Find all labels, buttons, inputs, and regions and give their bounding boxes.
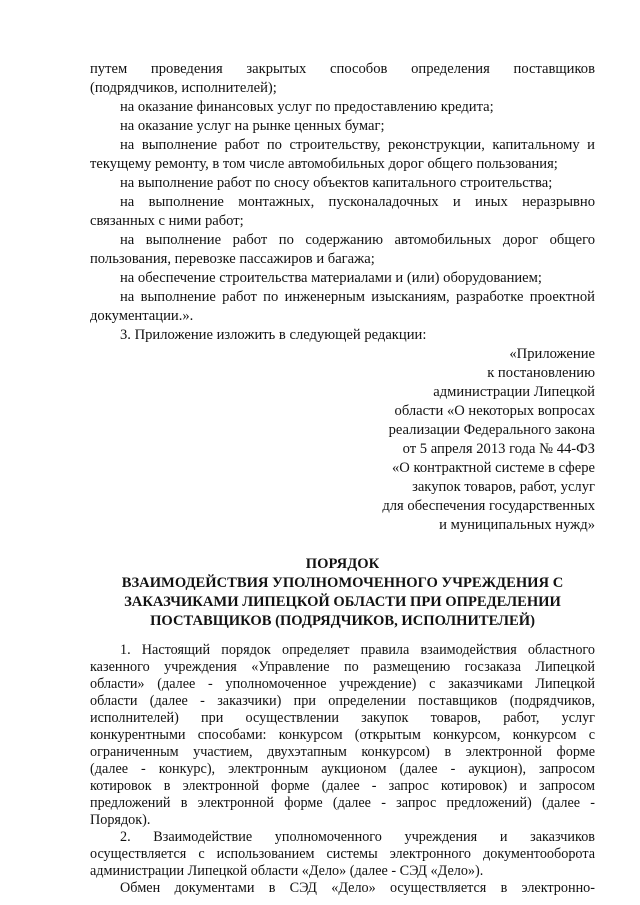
appendix-line: от 5 апреля 2013 года № 44-ФЗ [402,441,595,457]
body-line: 2. Взаимодействие уполномоченного учреждения и заказчиков [120,829,595,845]
text-line: на выполнение монтажных, пусконаладочных и иных неразрывно [120,194,595,210]
appendix-line: и муниципальных нужд» [439,517,595,533]
appendix-line: закупок товаров, работ, услуг [412,479,595,495]
appendix-line: «Приложение [509,346,595,362]
text-line: текущему ремонту, в том числе автомобильных дорог общего пользования; [90,156,558,172]
document-title: ПОСТАВЩИКОВ (ПОДРЯДЧИКОВ, ИСПОЛНИТЕЛЕЙ) [150,613,535,629]
text-line: на выполнение работ по инженерным изысканиям, разработке проектной [120,289,595,305]
body-line: области» (далее - уполномоченное учреждение) с заказчиками Липецкой [90,676,595,692]
body-line: Порядок). [90,812,151,828]
body-line: конкурентными способами: конкурсом (открытым конкурсом, конкурсом с [90,727,595,743]
document-title: ВЗАИМОДЕЙСТВИЯ УПОЛНОМОЧЕННОГО УЧРЕЖДЕНИЯ С [121,575,564,591]
body-line: 1. Настоящий порядок определяет правила взаимодействия областного [120,642,595,658]
appendix-line: реализации Федерального закона [388,422,595,438]
appendix-line: для обеспечения государственных [382,498,595,514]
appendix-line: к постановлению [487,365,595,381]
body-line: области (далее - заказчики) при определении поставщиков (подрядчиков, [90,693,595,709]
text-line: на обеспечение строительства материалами и (или) оборудованием; [120,270,542,286]
body-line: осуществляется с использованием системы электронного документооборота [90,846,595,862]
body-line: ограниченным участием, двухэтапным конкурсом) в электронной форме [90,744,595,760]
appendix-line: области «О некоторых вопросах [394,403,595,419]
body-line: администрации Липецкой области «Дело» (далее - СЭД «Дело»). [90,863,484,879]
body-line: предложений в электронной форме (далее - запрос предложений) (далее - [90,795,595,811]
text-line: на оказание услуг на рынке ценных бумаг; [120,118,385,134]
text-line: (подрядчиков, исполнителей); [90,80,277,96]
body-line: котировок в электронной форме (далее - запрос котировок) и запросом [90,778,595,794]
body-line: казенного учреждения «Управление по размещению госзаказа Липецкой [90,659,595,675]
document-title: ПОРЯДОК [305,556,380,572]
body-line: (далее - конкурс), электронным аукционом (далее - аукцион), запросом [90,761,595,777]
text-line: связанных с ними работ; [90,213,244,229]
text-line: на выполнение работ по содержанию автомобильных дорог общего [120,232,595,248]
text-line: документации.». [90,308,194,324]
appendix-line: «О контрактной системе в сфере [392,460,595,476]
text-line: 3. Приложение изложить в следующей редакции: [120,327,427,343]
text-line: на выполнение работ по сносу объектов капитального строительства; [120,175,553,191]
text-line: путем проведения закрытых способов определения поставщиков [90,61,595,77]
body-line: Обмен документами в СЭД «Дело» осуществляется в электронно- [120,880,595,896]
document-title: ЗАКАЗЧИКАМИ ЛИПЕЦКОЙ ОБЛАСТИ ПРИ ОПРЕДЕЛЕНИИ [124,594,561,610]
text-line: на выполнение работ по строительству, реконструкции, капитальному и [120,137,595,153]
body-line: исполнителей) при осуществлении закупок товаров, работ, услуг [90,710,595,726]
appendix-line: администрации Липецкой [433,384,595,400]
text-line: на оказание финансовых услуг по предоставлению кредита; [120,99,494,115]
text-line: пользования, перевозке пассажиров и багажа; [90,251,375,267]
